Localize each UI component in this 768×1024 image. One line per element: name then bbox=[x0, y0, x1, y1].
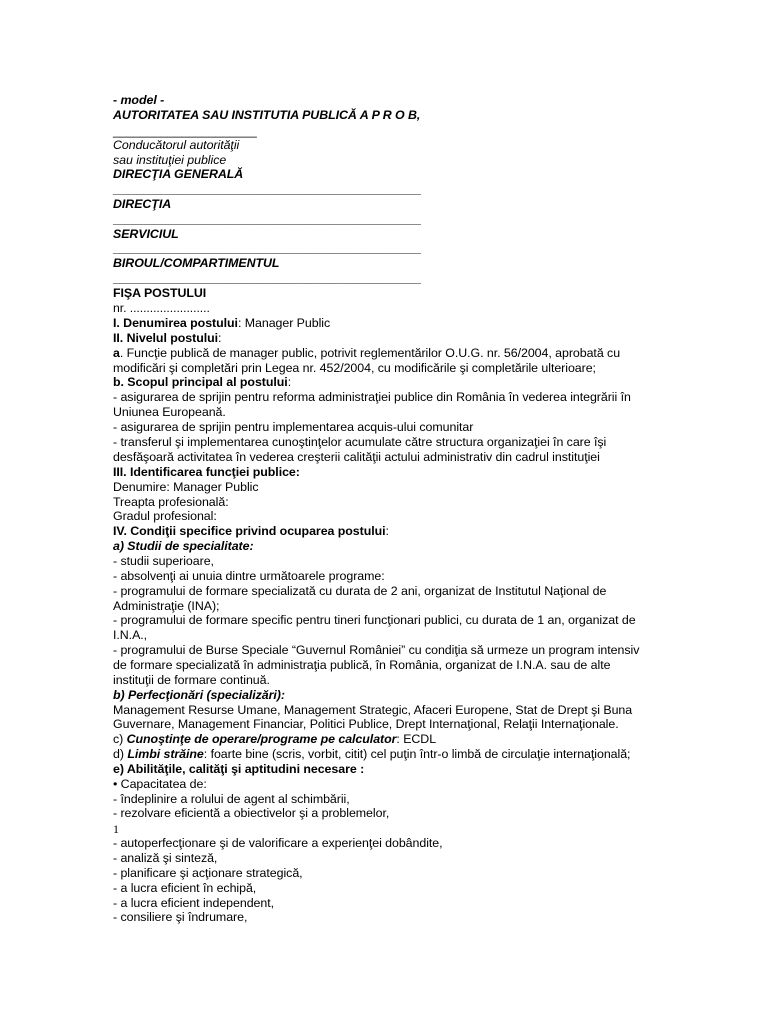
list-item: - studii superioare, bbox=[113, 554, 214, 568]
section-4d-value: : foarte bine (scris, vorbit, citit) cel puţin într-o limbă de circulaţie internaţională; bbox=[203, 747, 631, 761]
section-1-line bbox=[113, 316, 330, 330]
list-item: Management Resurse Umane, Management Strategic, Afaceri Europene, Stat de Drept şi Buna bbox=[113, 703, 633, 717]
list-item: - programului de formare specific pentru tineri funcţionari publici, cu durata de 1 an, organizat de bbox=[113, 613, 636, 627]
list-item: - îndeplinire a rolului de agent al schimbării, bbox=[113, 792, 350, 806]
section-4a-heading: a) Studii de specialitate: bbox=[113, 539, 254, 553]
list-item: - transferul şi implementarea cunoştinţelor acumulate către structura organizaţiei în care îşi bbox=[113, 435, 607, 449]
section-3-treapta: Treapta profesională: bbox=[113, 495, 229, 509]
head-title-line-2: sau instituţiei publice bbox=[113, 153, 227, 167]
section-2b-heading-line bbox=[113, 375, 291, 389]
section-2-heading-line bbox=[113, 331, 221, 345]
document-title: FIŞA POSTULUI bbox=[113, 286, 207, 300]
section-4-colon: : bbox=[385, 524, 389, 538]
section-2-colon: : bbox=[218, 331, 222, 345]
section-4-heading: IV. Condiţii specifice privind ocuparea postului bbox=[113, 524, 386, 538]
directia-label: DIRECŢIA bbox=[113, 197, 172, 211]
page-number: 1 bbox=[113, 822, 119, 836]
serviciul-label: SERVICIUL bbox=[113, 227, 179, 241]
section-4b-heading: b) Perfecţionări (specializări): bbox=[113, 688, 285, 702]
fill-line-3: _____________________________________________ bbox=[113, 241, 421, 255]
section-2b-colon: : bbox=[287, 375, 292, 389]
list-item: - rezolvare eficientă a obiectivelor şi a problemelor, bbox=[113, 806, 390, 820]
signature-line: _____________________ bbox=[113, 124, 257, 138]
directia-generala-label: DIRECŢIA GENERALĂ bbox=[113, 167, 244, 181]
section-2b-label: b. Scopul principal al postului bbox=[113, 375, 288, 389]
list-item: • Capacitatea de: bbox=[113, 777, 207, 791]
list-item: - analiză şi sinteză, bbox=[113, 851, 218, 865]
approval-heading: AUTORITATEA SAU INSTITUTIA PUBLICĂ A P R O B, bbox=[113, 108, 421, 122]
section-4e-heading: e) Abilităţile, calităţi şi aptitudini necesare : bbox=[113, 762, 365, 776]
list-item: desfăşoară activitatea în vederea creşterii calităţii actului administrativ din cadrul instituţiei bbox=[113, 450, 600, 464]
section-2a-line-1 bbox=[113, 346, 620, 360]
list-item: instituţii de formare continuă. bbox=[113, 673, 270, 687]
section-2-label: II. Nivelul postului bbox=[113, 331, 219, 345]
list-item: - programului de formare specializată cu durata de 2 ani, organizat de Institutul Naţional de bbox=[113, 584, 607, 598]
section-4c-line bbox=[113, 732, 436, 746]
list-item: - a lucra eficient independent, bbox=[113, 896, 275, 910]
biroul-label: BIROUL/COMPARTIMENTUL bbox=[113, 256, 280, 270]
section-3-denumire: Denumire: Manager Public bbox=[113, 480, 259, 494]
fill-line-4: _____________________________________________ bbox=[113, 271, 421, 285]
list-item: - asigurarea de sprijin pentru reforma administraţiei publice din România în vederea integrării în bbox=[113, 390, 631, 404]
fill-line-1: _____________________________________________ bbox=[113, 182, 421, 196]
list-item: - programului de Burse Speciale “Guvernul României” cu condiţia să urmeze un program intensiv bbox=[113, 643, 640, 657]
list-item: - absolvenţi ai unuia dintre următoarele programe: bbox=[113, 569, 385, 583]
section-1-label: I. Denumirea postului bbox=[113, 316, 238, 330]
section-3-grad: Gradul profesional: bbox=[113, 509, 217, 523]
section-4d-prefix: d) bbox=[113, 747, 128, 761]
fill-line-2: _____________________________________________ bbox=[113, 212, 421, 226]
section-4d-line bbox=[113, 747, 630, 761]
list-item: - asigurarea de sprijin pentru implementarea acquis-ului comunitar bbox=[113, 420, 474, 434]
list-item: - planificare şi acţionare strategică, bbox=[113, 866, 303, 880]
list-item: Uniunea Europeană. bbox=[113, 405, 226, 419]
list-item: Administraţie (INA); bbox=[113, 599, 220, 613]
document-number: nr. ........................ bbox=[113, 301, 210, 315]
section-2a-line-2: modificări şi completări prin Legea nr. 452/2004, cu modificările şi completările ulterioare; bbox=[113, 361, 596, 375]
model-label: - model - bbox=[113, 93, 165, 107]
section-2a-label: a bbox=[113, 346, 120, 360]
list-item: I.N.A., bbox=[113, 628, 148, 642]
section-4c-prefix: c) bbox=[113, 732, 127, 746]
section-2a-text-1: . Funcţie publică de manager public, potrivit reglementărilor O.U.G. nr. 56/2004, aprobată cu bbox=[119, 346, 621, 360]
list-item: - a lucra eficient în echipă, bbox=[113, 881, 257, 895]
list-item: - autoperfecţionare şi de valorificare a experienţei dobândite, bbox=[113, 836, 443, 850]
list-item: - consiliere şi îndrumare, bbox=[113, 910, 248, 924]
section-4-heading-line bbox=[113, 524, 389, 538]
section-4d-label: Limbi străine bbox=[127, 747, 204, 761]
list-item: de formare specializată în administraţia publică, în România, organizat de I.N.A. sau de alte bbox=[113, 658, 611, 672]
head-title-line-1: Conducătorul autorităţii bbox=[113, 138, 240, 152]
section-4c-value: : ECDL bbox=[396, 732, 437, 746]
section-4c-label: Cunoştinţe de operare/programe pe calculator bbox=[126, 732, 397, 746]
list-item: Guvernare, Management Financiar, Politici Publice, Drept Internaţional, Relaţii Internaţionale. bbox=[113, 717, 619, 731]
section-1-value: : Manager Public bbox=[237, 316, 331, 330]
section-3-heading: III. Identificarea funcţiei publice: bbox=[113, 465, 300, 479]
